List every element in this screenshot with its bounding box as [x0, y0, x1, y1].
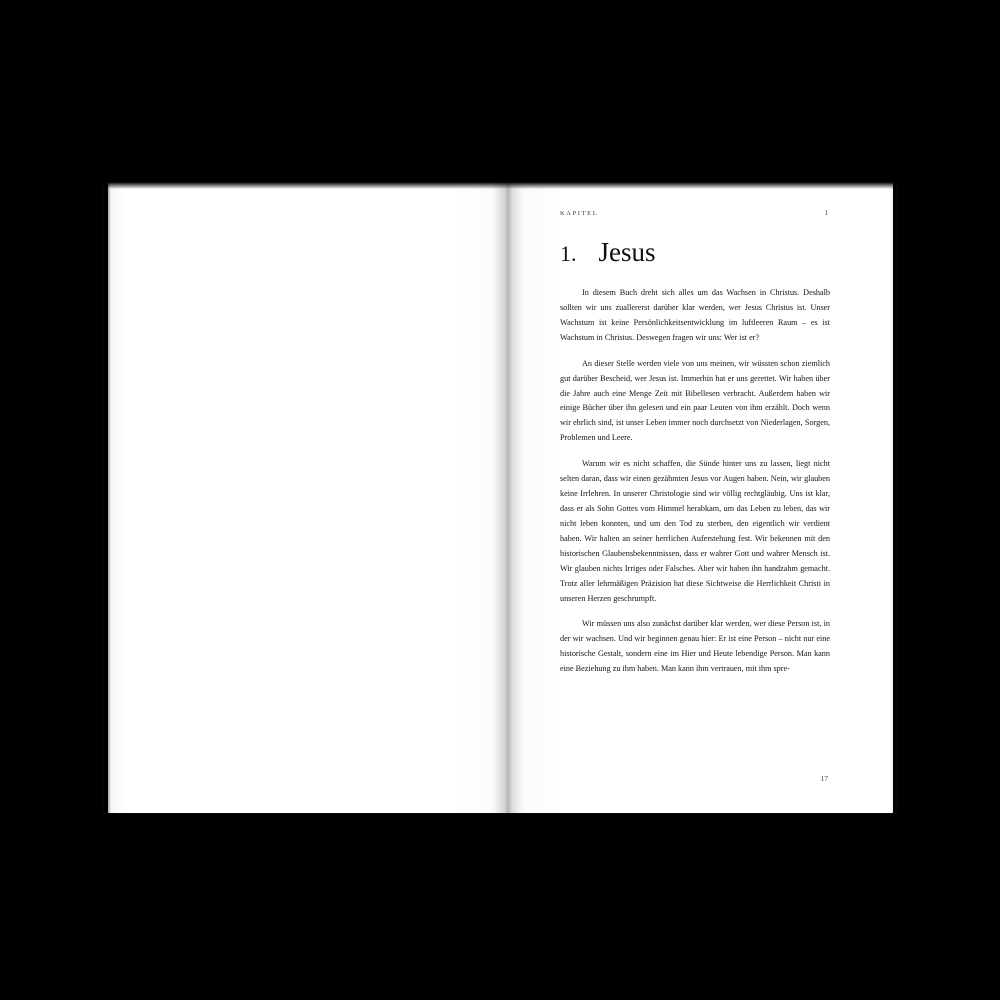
open-book: [103, 183, 897, 813]
chapter-title: [560, 239, 830, 266]
book-page-left-blank: [108, 183, 508, 813]
chapter-number: 1.: [560, 241, 577, 266]
page-number: 17: [820, 774, 828, 783]
running-head-number: 1: [824, 209, 828, 217]
paragraph: An dieser Stelle werden viele von uns meinen, wir wüssten schon ziemlich gut darüber Bescheid, wer Jesus ist. Immerhin hat er uns gerettet. Wir haben über die Jahre auch eine Menge Zeit mit Bibellesen verbracht. Außerdem haben wir einige Bücher über ihn gelesen und ein paar Leuten von ihm erzählt. Doch wenn wir ehrlich sind, ist unser Leben immer noch durchsetzt von Niederlagen, Sorgen, Problemen und Leere.: [560, 358, 830, 443]
paragraph: In diesem Buch dreht sich alles um das Wachsen in Christus. Deshalb sollten wir uns zuallererst darüber klar werden, wer Jesus Christus ist. Unser Wachstum ist keine Persönlichkeitsentwicklung im luftleeren Raum – es ist Wachstum in Christus. Deswegen fragen wir uns: Wer ist er?: [560, 288, 830, 342]
page-content: [560, 209, 830, 783]
book-page-right: [508, 183, 893, 813]
body-text: [560, 286, 830, 677]
paragraph: Warum wir es nicht schaffen, die Sünde hinter uns zu lassen, liegt nicht selten daran, dass wir einen gezähmten Jesus vor Augen haben. Nein, wir glauben keine Irrlehren. In unserer Christologie sind wir völlig rechtgläubig. Uns ist klar, dass er als Sohn Gottes vom Himmel herabkam, um das Leben zu leben, das wir nicht leben konnten, und um den Tod zu sterben, den eigentlich wir verdient haben. Wir halten an seiner herrlichen Auferstehung fest. Wir bekennen mit den historischen Glaubensbekenntnissen, dass er wahrer Gott und wahrer Mensch ist. Wir glauben nichts Irriges oder Falsches. Aber wir haben ihn handzahm gemacht. Trotz aller lehrmäßigen Präzision hat diese Sichtweise die Herrlichkeit Christi in unseren Herzen geschrumpft.: [560, 459, 830, 603]
paragraph: Wir müssen uns also zunächst darüber klar werden, wer diese Person ist, in der wir wachsen. Und wir beginnen genau hier: Er ist eine Person – nicht nur eine historische Gestalt, sondern eine im Hier und Heute lebendige Person. Man kann eine Beziehung zu ihm haben. Man kann ihm vertrauen, mit ihm spre-: [560, 619, 830, 674]
chapter-name: Jesus: [598, 237, 656, 267]
running-head: [560, 209, 830, 217]
running-head-label: KAPITEL: [560, 210, 599, 217]
